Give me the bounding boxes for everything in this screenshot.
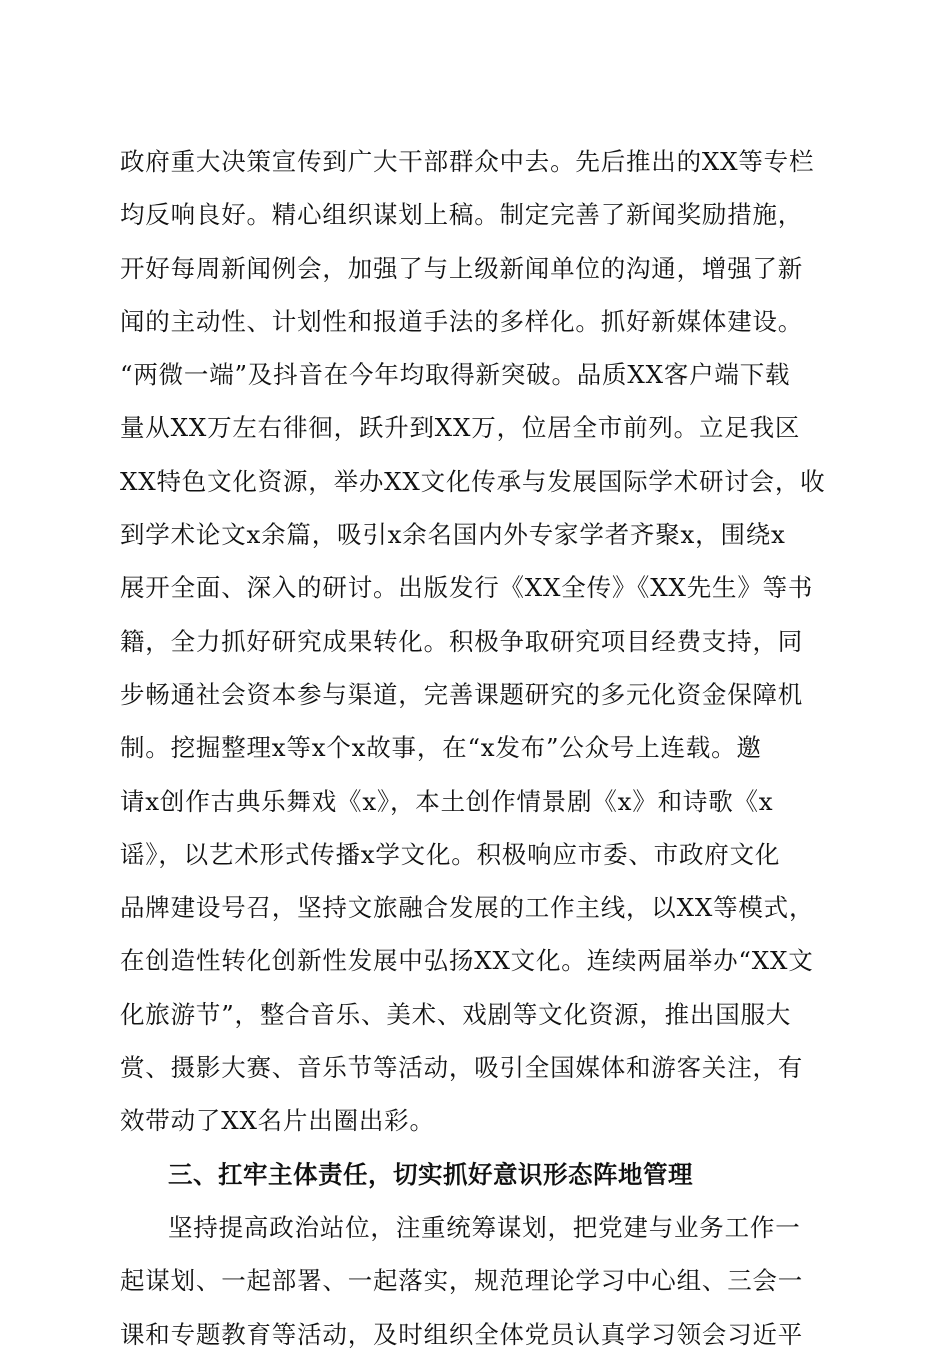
document-body xyxy=(120,143,832,1369)
paragraph-line: 课和专题教育等活动，及时组织全体党员认真学习领会习近平 xyxy=(120,1319,804,1349)
paragraph-line: 赏、摄影大赛、音乐节等活动，吸引全国媒体和游客关注，有 xyxy=(120,1053,804,1083)
paragraph-line: XX特色文化资源，举办XX文化传承与发展国际学术研讨会，收 xyxy=(120,466,826,496)
paragraph-line: 请x创作古典乐舞戏《x》，本土创作情景剧《x》和诗歌《x xyxy=(120,786,774,816)
section-heading: 三、扛牢主体责任，切实抓好意识形态阵地管理 xyxy=(168,1159,693,1189)
paragraph-line: 制。挖掘整理x等x个x故事，在“x发布”公众号上连载。邀 xyxy=(120,733,762,763)
paragraph-line: 均反响良好。精心组织谋划上稿。制定完善了新闻奖励措施， xyxy=(120,200,804,230)
paragraph-line: 化旅游节”，整合音乐、美术、戏剧等文化资源，推出国服大 xyxy=(120,999,792,1029)
paragraph-line: 效带动了XX名片出圈出彩。 xyxy=(120,1106,435,1136)
paragraph-line: 闻的主动性、计划性和报道手法的多样化。抓好新媒体建设。 xyxy=(120,306,804,336)
paragraph-line: 谣》，以艺术形式传播x学文化。积极响应市委、市政府文化 xyxy=(120,839,781,869)
paragraph-line: 起谋划、一起部署、一起落实，规范理论学习中心组、三会一 xyxy=(120,1266,804,1296)
paragraph-line: 籍，全力抓好研究成果转化。积极争取研究项目经费支持，同 xyxy=(120,626,804,656)
paragraph-line: 展开全面、深入的研讨。出版发行《XX全传》《XX先生》等书 xyxy=(120,573,814,603)
paragraph-line: 到学术论文x余篇，吸引x余名国内外专家学者齐聚x，围绕x xyxy=(120,520,786,550)
paragraph-line: 步畅通社会资本参与渠道，完善课题研究的多元化资金保障机 xyxy=(120,679,804,709)
paragraph-line: 品牌建设号召，坚持文旅融合发展的工作主线，以XX等模式， xyxy=(120,893,815,923)
paragraph-line: 开好每周新闻例会，加强了与上级新闻单位的沟通，增强了新 xyxy=(120,253,804,283)
paragraph-line: 量从XX万左右徘徊，跃升到XX万，位居全市前列。立足我区 xyxy=(120,413,801,443)
paragraph-line: “两微一端”及抖音在今年均取得新突破。品质XX客户端下载 xyxy=(120,360,791,390)
paragraph-line: 政府重大决策宣传到广大干部群众中去。先后推出的XX等专栏 xyxy=(120,147,815,176)
paragraph-line: 坚持提高政治站位，注重统筹谋划，把党建与业务工作一 xyxy=(168,1212,801,1242)
paragraph-line: 在创造性转化创新性发展中弘扬XX文化。连续两届举办“XX文 xyxy=(120,946,814,976)
